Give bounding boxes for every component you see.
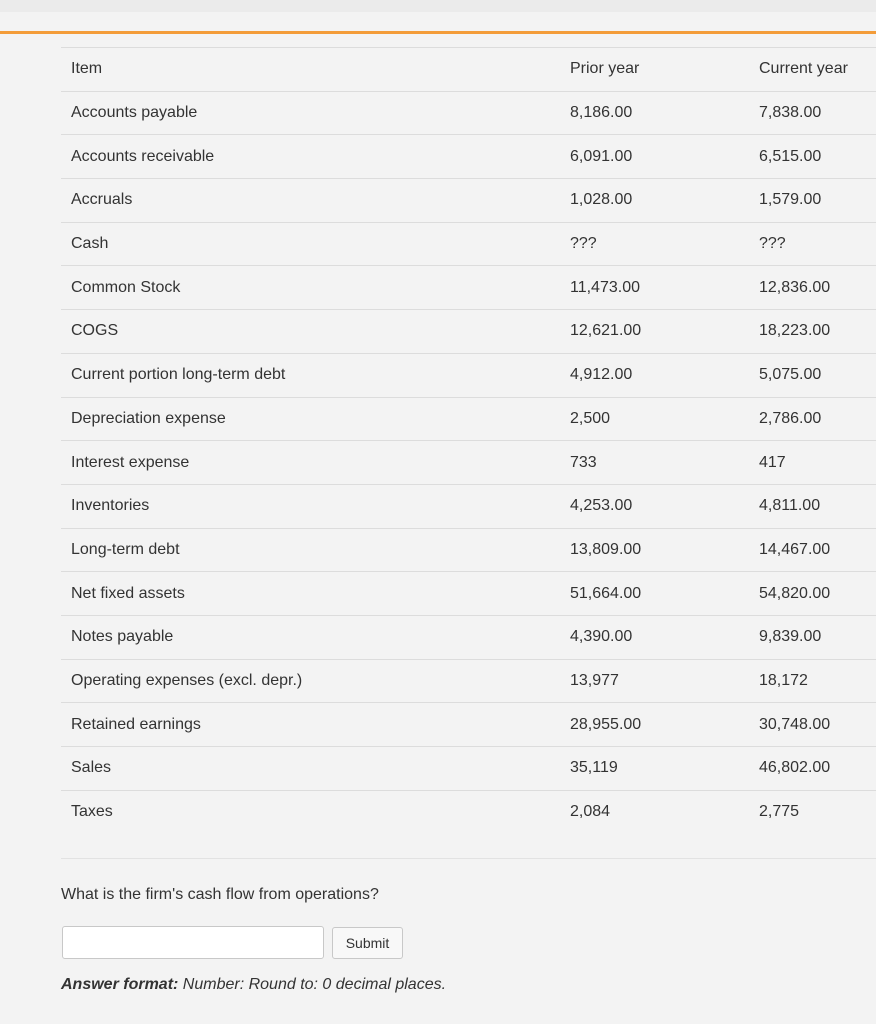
row-item-label: Interest expense [61,441,570,485]
row-prior-year-value: 11,473.00 [570,266,759,310]
row-current-year-value: 417 [759,441,876,485]
column-header-item: Item [61,48,570,92]
table-row [61,703,876,747]
row-current-year-value: 54,820.00 [759,572,876,616]
row-item-label: Accruals [61,179,570,223]
table-body [61,91,876,834]
financial-data-table [61,47,876,834]
question-text: What is the firm's cash flow from operations? [61,886,379,903]
submit-button[interactable]: Submit [332,927,403,959]
row-item-label: Notes payable [61,615,570,659]
row-prior-year-value: 4,253.00 [570,484,759,528]
row-current-year-value: 18,172 [759,659,876,703]
table-row [61,91,876,135]
row-current-year-value: 14,467.00 [759,528,876,572]
row-current-year-value: 1,579.00 [759,179,876,223]
table-row [61,572,876,616]
row-prior-year-value: ??? [570,222,759,266]
row-current-year-value: 30,748.00 [759,703,876,747]
row-prior-year-value: 13,809.00 [570,528,759,572]
row-prior-year-value: 35,119 [570,747,759,791]
row-prior-year-value: 6,091.00 [570,135,759,179]
table-row [61,353,876,397]
table-header-row [61,48,876,92]
row-item-label: Taxes [61,790,570,834]
accent-rule [0,31,876,34]
table-row [61,310,876,354]
row-item-label: Cash [61,222,570,266]
table-row [61,484,876,528]
table-row [61,135,876,179]
column-header-current-year: Current year [759,48,876,92]
row-item-label: Net fixed assets [61,572,570,616]
row-prior-year-value: 1,028.00 [570,179,759,223]
row-item-label: Operating expenses (excl. depr.) [61,659,570,703]
row-current-year-value: 5,075.00 [759,353,876,397]
top-bar [0,0,876,12]
row-prior-year-value: 13,977 [570,659,759,703]
answer-format-note [61,976,446,994]
row-current-year-value: 9,839.00 [759,615,876,659]
row-item-label: Long-term debt [61,528,570,572]
table-row [61,790,876,834]
row-current-year-value: 2,786.00 [759,397,876,441]
row-prior-year-value: 733 [570,441,759,485]
row-item-label: Accounts receivable [61,135,570,179]
table-row [61,528,876,572]
section-divider [61,858,876,859]
table-row [61,747,876,791]
row-item-label: Accounts payable [61,91,570,135]
row-prior-year-value: 51,664.00 [570,572,759,616]
row-current-year-value: 2,775 [759,790,876,834]
row-item-label: Sales [61,747,570,791]
row-current-year-value: 12,836.00 [759,266,876,310]
row-item-label: Current portion long-term debt [61,353,570,397]
row-current-year-value: ??? [759,222,876,266]
answer-format-label: Answer format: [61,976,179,993]
row-current-year-value: 18,223.00 [759,310,876,354]
row-item-label: Common Stock [61,266,570,310]
row-prior-year-value: 4,390.00 [570,615,759,659]
answer-input[interactable] [62,926,324,959]
row-prior-year-value: 8,186.00 [570,91,759,135]
row-prior-year-value: 12,621.00 [570,310,759,354]
row-prior-year-value: 2,084 [570,790,759,834]
row-current-year-value: 46,802.00 [759,747,876,791]
data-table-container [61,47,876,834]
row-current-year-value: 6,515.00 [759,135,876,179]
table-row [61,659,876,703]
table-row [61,222,876,266]
table-row [61,179,876,223]
row-item-label: Inventories [61,484,570,528]
table-row [61,397,876,441]
table-row [61,266,876,310]
row-prior-year-value: 2,500 [570,397,759,441]
row-current-year-value: 4,811.00 [759,484,876,528]
table-row [61,615,876,659]
column-header-prior-year: Prior year [570,48,759,92]
row-item-label: Retained earnings [61,703,570,747]
table-row [61,441,876,485]
row-prior-year-value: 28,955.00 [570,703,759,747]
row-current-year-value: 7,838.00 [759,91,876,135]
row-item-label: COGS [61,310,570,354]
row-prior-year-value: 4,912.00 [570,353,759,397]
answer-format-text: Number: Round to: 0 decimal places. [178,976,447,993]
row-item-label: Depreciation expense [61,397,570,441]
